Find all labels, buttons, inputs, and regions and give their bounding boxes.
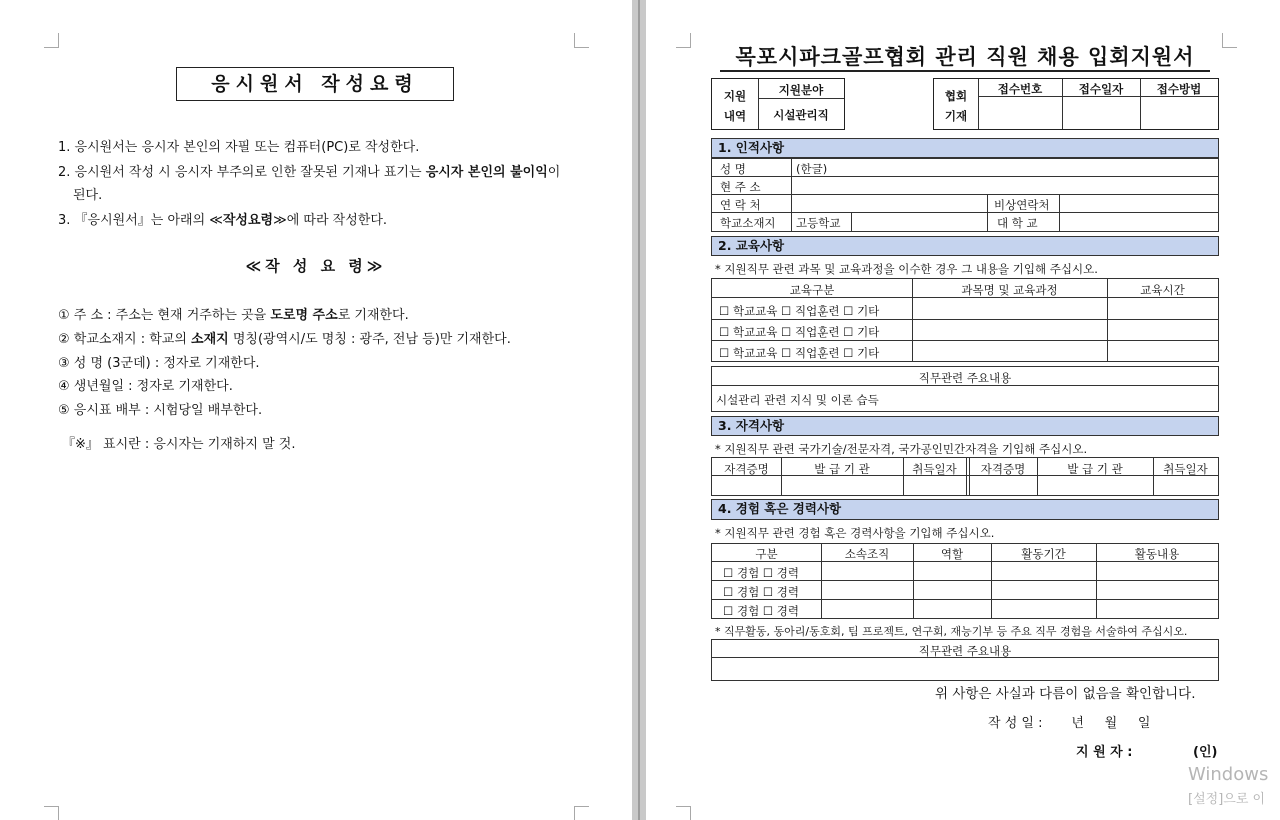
receipt-date-header: 접수일자 <box>1078 82 1124 96</box>
experience-note: * 지원직무 관련 경험 혹은 경력사항을 기입해 주십시오. <box>715 526 995 540</box>
certification-table <box>711 457 1219 496</box>
exp-role-header: 역할 <box>940 547 964 561</box>
guide-admission-ticket: ⑤ 응시표 배부 : 시험당일 배부한다. <box>58 403 263 418</box>
exp-type-checkboxes[interactable]: ☐ 경험 ☐ 경력 <box>723 585 800 599</box>
cert-name-header: 자격증명 <box>980 462 1026 476</box>
exp-type-header: 구분 <box>755 547 778 561</box>
section-experience: 4. 경험 혹은 경력사항 <box>711 499 1219 520</box>
high-school-label: 고등학교 <box>796 216 841 230</box>
section-personal-info: 1. 인적사항 <box>711 138 1219 158</box>
exp-content-header: 활동내용 <box>1134 547 1180 561</box>
certification-note: * 지원직무 관련 국가기술/전문자격, 국가공인민간자격을 기입해 주십시오. <box>715 442 1088 456</box>
association-box <box>933 78 1219 130</box>
page-gutter <box>632 0 646 820</box>
guide-school: ② 학교소재지 : 학교의 소재지 명칭(광역시/도 명칭 : 광주, 전남 등)만 기재한다. <box>58 332 511 347</box>
duty-content-box-2 <box>711 639 1219 681</box>
form-title: 목포시파크골프협회 관리 직원 채용 입회지원서 <box>720 44 1210 72</box>
duty-content-box <box>711 366 1219 412</box>
apply-label-2: 내역 <box>723 109 747 123</box>
instruction-2-cont: 된다. <box>73 188 103 203</box>
exp-type-checkboxes[interactable]: ☐ 경험 ☐ 경력 <box>723 604 800 618</box>
cert-issuer-header: 발 급 기 관 <box>1067 462 1123 476</box>
cert-name-header: 자격증명 <box>724 462 769 476</box>
guide-birthdate: ④ 생년월일 : 정자로 기재한다. <box>58 379 233 394</box>
seal-mark: (인) <box>1193 745 1218 760</box>
exp-period-header: 활동기간 <box>1021 547 1066 561</box>
apply-field-value: 시설관리직 <box>773 108 829 122</box>
experience-note-2: * 직무활동, 동아리/동호회, 팀 프로젝트, 연구회, 재능기부 등 주요 직무 경험을 서술하여 주십시오. <box>715 625 1188 638</box>
cert-date-header: 취득일자 <box>1163 462 1208 476</box>
receipt-method-header: 접수방법 <box>1156 82 1202 96</box>
education-note: * 지원직무 관련 과목 및 교육과정을 이수한 경우 그 내용을 기입해 주십시오. <box>715 262 1098 276</box>
duty-content-header: 직무관련 주요내용 <box>918 371 1012 385</box>
guide-address: ① 주 소 : 주소는 현재 거주하는 곳을 도로명 주소로 기재한다. <box>58 308 409 323</box>
margin-corner-mark <box>676 806 691 820</box>
address-label: 현 주 소 <box>720 180 761 194</box>
left-page <box>0 0 632 820</box>
applicant-label: 지 원 자 : <box>1076 745 1133 760</box>
emergency-contact-label: 비상연락처 <box>994 198 1050 212</box>
cert-issuer-header: 발 급 기 관 <box>814 462 870 476</box>
section-certifications: 3. 자격사항 <box>711 416 1219 436</box>
exp-type-checkboxes[interactable]: ☐ 경험 ☐ 경력 <box>723 566 800 580</box>
cert-date-header: 취득일자 <box>912 462 957 476</box>
edu-type-checkboxes[interactable]: ☐ 학교교육 ☐ 직업훈련 ☐ 기타 <box>719 325 880 339</box>
assoc-label-1: 협회 <box>944 89 968 103</box>
experience-table <box>711 543 1219 619</box>
school-location-label: 학교소재지 <box>720 216 776 230</box>
guide-note: 『※』 표시란 : 응시자는 기재하지 말 것. <box>62 437 296 452</box>
margin-corner-mark <box>574 33 589 48</box>
section-education: 2. 교육사항 <box>711 236 1219 256</box>
edu-course-header: 과목명 및 교육과정 <box>961 283 1058 297</box>
assoc-label-2: 기재 <box>944 109 968 123</box>
edu-type-header: 교육구분 <box>789 283 835 297</box>
date-line: 작 성 일 : 년 월 일 <box>988 716 1151 731</box>
guide-subheading: ≪작 성 요 령≫ <box>245 257 387 275</box>
edu-type-checkboxes[interactable]: ☐ 학교교육 ☐ 직업훈련 ☐ 기타 <box>719 346 880 360</box>
margin-corner-mark <box>44 806 59 820</box>
apply-field-header: 지원분야 <box>778 83 824 97</box>
windows-activation-watermark: Windows <box>1188 764 1269 785</box>
personal-info-table <box>711 158 1219 232</box>
contact-label: 연 락 처 <box>720 198 761 212</box>
duty-content-value: 시설관리 관련 지식 및 이론 습득 <box>716 393 879 407</box>
margin-corner-mark <box>574 806 589 820</box>
name-label: 성 명 <box>720 162 746 176</box>
edu-hours-header: 교육시간 <box>1140 283 1185 297</box>
university-label: 대 학 교 <box>997 216 1038 230</box>
margin-corner-mark <box>44 33 59 48</box>
windows-activation-settings-hint: [설정]으로 이 <box>1188 792 1266 807</box>
instruction-1: 1. 응시원서는 응시자 본인의 자필 또는 컴퓨터(PC)로 작성한다. <box>58 140 420 155</box>
guide-title: 응시원서 작성요령 <box>176 67 454 101</box>
application-info-box <box>711 78 845 130</box>
confirmation-statement: 위 사항은 사실과 다름이 없음을 확인합니다. <box>935 686 1196 702</box>
exp-org-header: 소속조직 <box>844 547 890 561</box>
name-hint: (한글) <box>796 162 828 176</box>
edu-type-checkboxes[interactable]: ☐ 학교교육 ☐ 직업훈련 ☐ 기타 <box>719 304 880 318</box>
apply-label-1: 지원 <box>723 89 747 103</box>
instruction-3: 3. 『응시원서』는 아래의 ≪작성요령≫에 따라 작성한다. <box>58 213 388 228</box>
education-table <box>711 278 1219 362</box>
margin-corner-mark <box>676 33 691 48</box>
duty-content-header-2: 직무관련 주요내용 <box>918 644 1012 658</box>
margin-corner-mark <box>1222 33 1237 48</box>
guide-name: ③ 성 명 (3군데) : 정자로 기재한다. <box>58 356 260 371</box>
receipt-number-header: 접수번호 <box>997 82 1043 96</box>
instruction-2: 2. 응시원서 작성 시 응시자 부주의로 인한 잘못된 기재나 표기는 응시자 본인의 불이익이 <box>58 165 561 180</box>
